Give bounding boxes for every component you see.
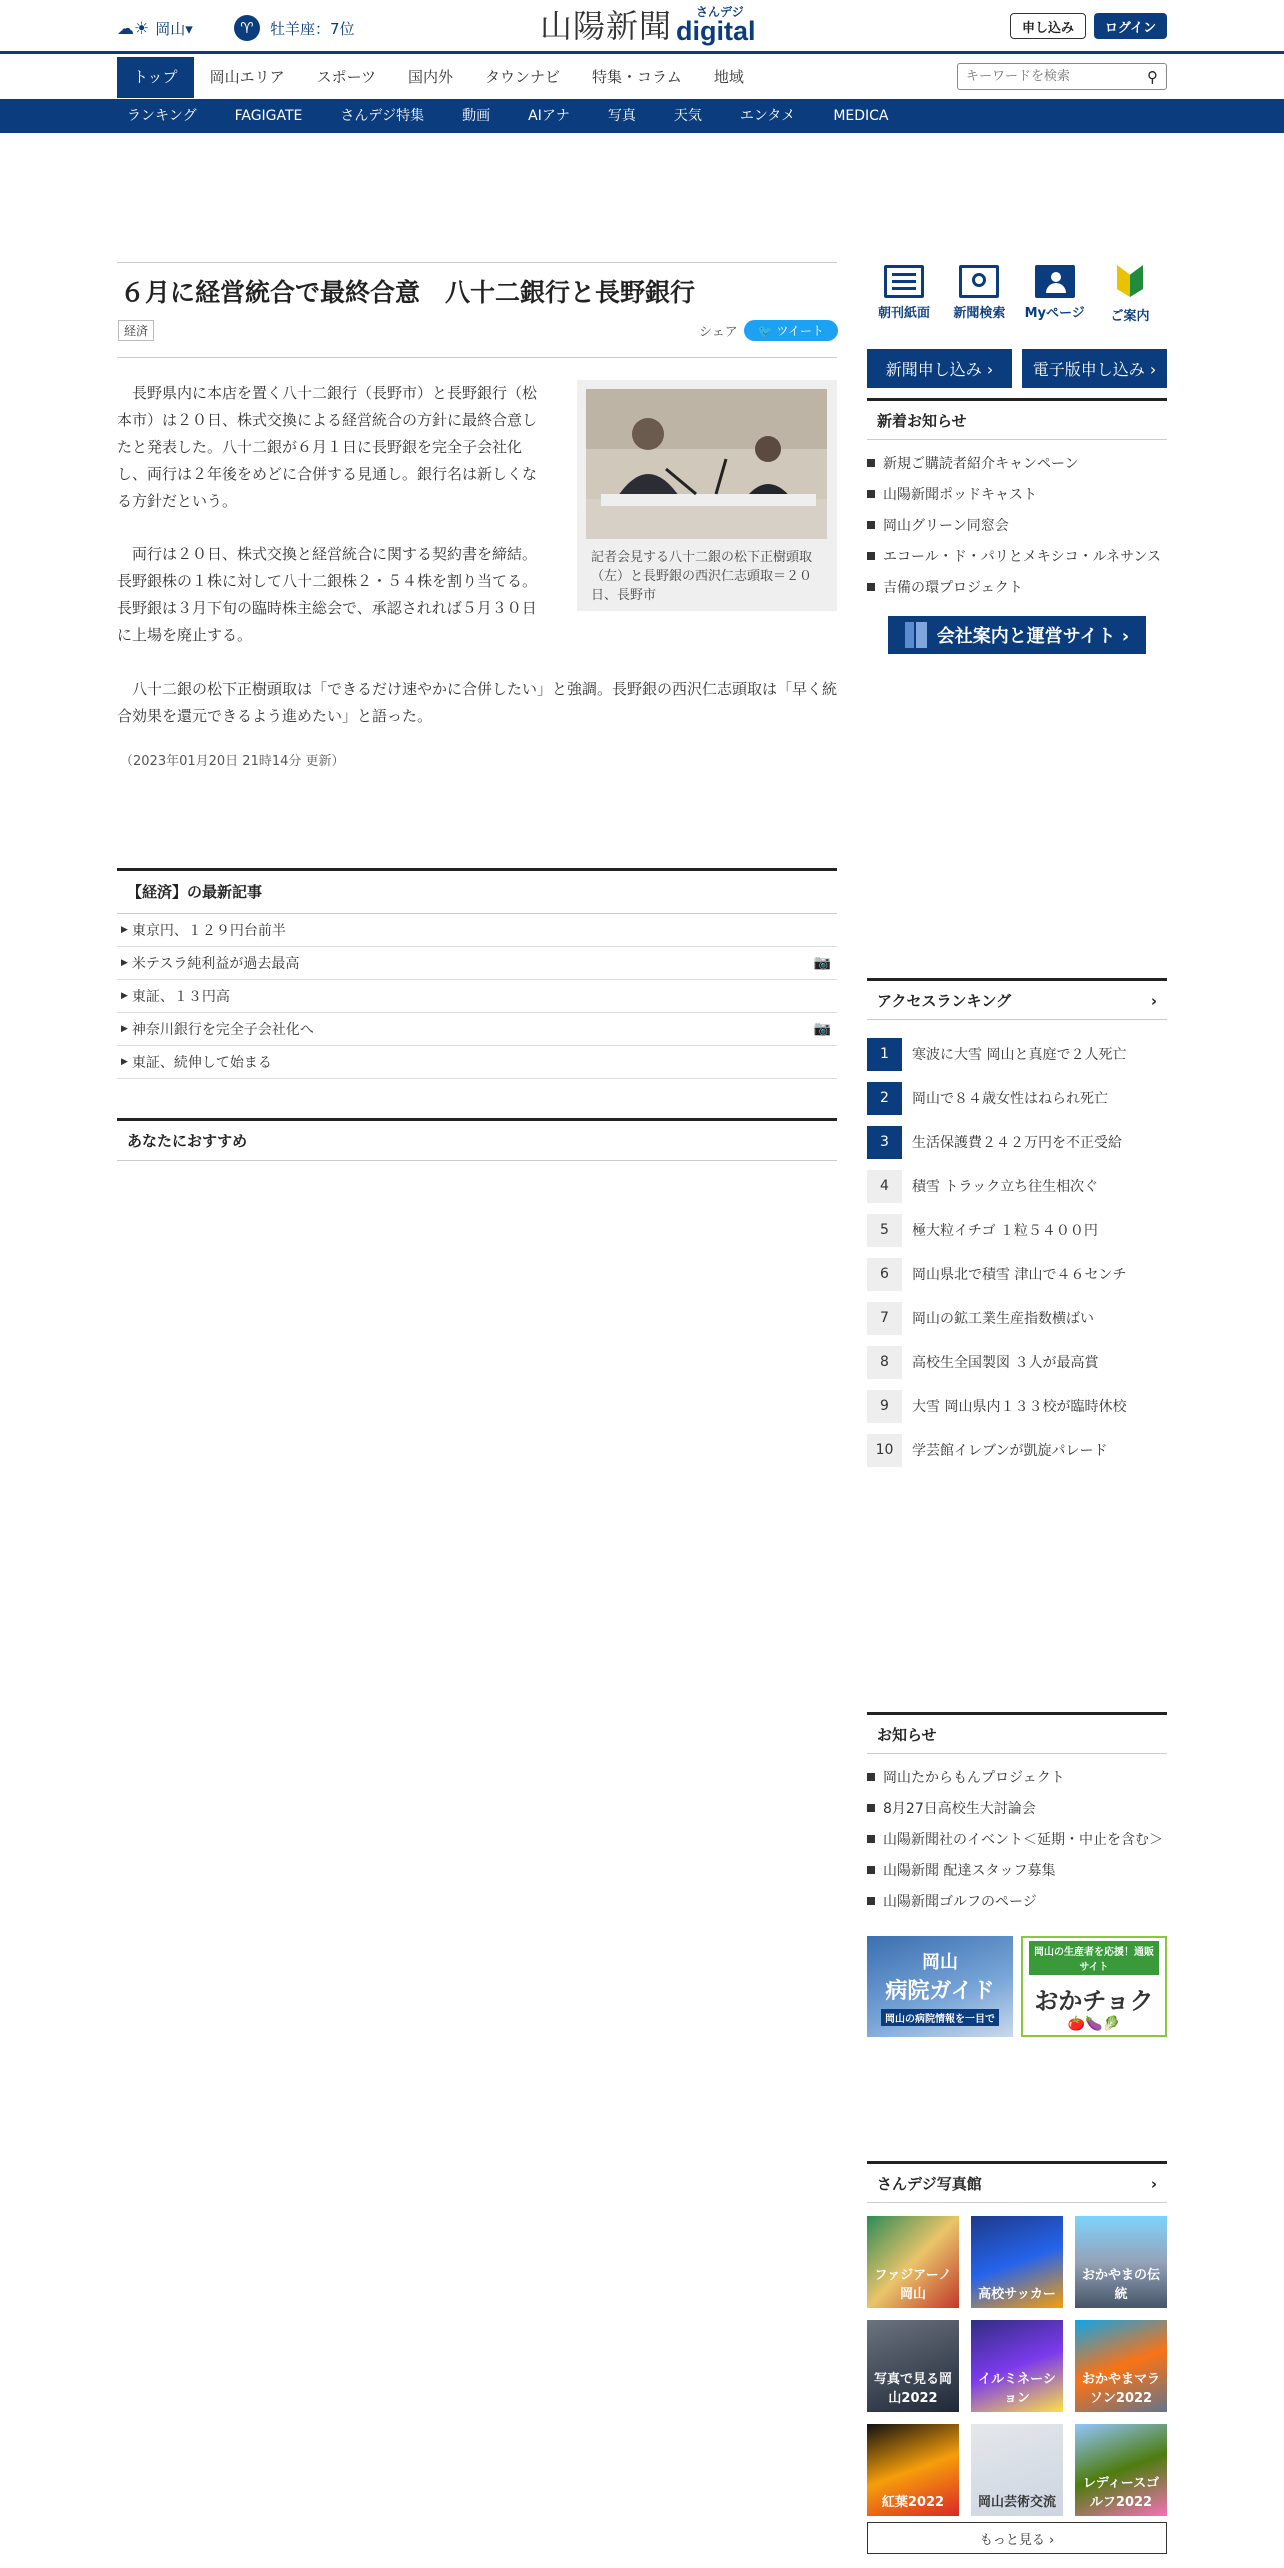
notice-heading-text: お知らせ: [877, 1726, 937, 1744]
nav2-entertainment[interactable]: エンタメ: [739, 108, 796, 124]
list-item[interactable]: [117, 1046, 837, 1079]
square-bullet-icon: [867, 459, 875, 467]
banner-sub-text: 岡山の病院情報を一目で: [881, 2009, 999, 2026]
ranking-item[interactable]: [867, 1252, 1167, 1296]
photo-tile[interactable]: ファジアーノ岡山: [867, 2216, 959, 2308]
rank-number: 3: [867, 1126, 902, 1159]
horoscope-widget[interactable]: [234, 15, 355, 41]
apply-button[interactable]: 申し込み: [1010, 13, 1086, 39]
list-item[interactable]: [117, 947, 837, 980]
nav-top[interactable]: トップ: [117, 57, 194, 98]
photo-heading[interactable]: [867, 2161, 1167, 2203]
caret-right-icon: ▶: [121, 1057, 128, 1067]
photo-heading-text: さんデジ写真館: [877, 2175, 982, 2193]
news-heading: [867, 398, 1167, 440]
list-item-text[interactable]: 山陽新聞ポッドキャスト: [883, 486, 1037, 503]
more-photos-button[interactable]: もっと見る ›: [867, 2522, 1167, 2554]
banner-top-text: 岡山: [922, 1951, 958, 1973]
ranking-text[interactable]: 積雪 トラック立ち往生相次ぐ: [912, 1179, 1099, 1195]
nav2-weather[interactable]: 天気: [673, 108, 702, 124]
ranking-text[interactable]: 大雪 岡山県内１３３校が臨時休校: [912, 1399, 1127, 1415]
list-item[interactable]: [867, 1885, 1167, 1916]
list-item[interactable]: [867, 571, 1167, 602]
list-item[interactable]: [867, 447, 1167, 478]
nav2-photo[interactable]: 写真: [607, 108, 636, 124]
tweet-label: ツイート: [776, 324, 824, 338]
caret-right-icon: ▶: [121, 1024, 128, 1034]
search-box[interactable]: [957, 63, 1167, 90]
nav-sports[interactable]: スポーツ: [316, 68, 376, 86]
ranking-item[interactable]: [867, 1428, 1167, 1472]
mypage-link[interactable]: [1024, 265, 1086, 324]
photo-tile[interactable]: 高校サッカー: [971, 2216, 1063, 2308]
article-top-rule: [117, 262, 837, 263]
service-icons: [867, 265, 1167, 324]
logo-digital-text: digital: [676, 16, 756, 46]
square-bullet-icon: [867, 583, 875, 591]
press-conference-image: [586, 389, 827, 539]
building-icon: [905, 622, 927, 648]
ranking-item[interactable]: [867, 1164, 1167, 1208]
photo-tile[interactable]: 紅葉2022: [867, 2424, 959, 2516]
list-item[interactable]: [867, 1823, 1167, 1854]
list-item-text[interactable]: 山陽新聞ゴルフのページ: [883, 1893, 1037, 1910]
caret-right-icon: ▶: [121, 925, 128, 935]
list-item[interactable]: [867, 478, 1167, 509]
ranking-item[interactable]: [867, 1384, 1167, 1428]
okachoku-banner[interactable]: [1021, 1936, 1167, 2037]
camera-icon: 📷: [813, 955, 831, 971]
latest-articles: [117, 868, 837, 1079]
camera-icon: 📷: [813, 1021, 831, 1037]
notice-box: [867, 1712, 1167, 1916]
article-photo-box[interactable]: [577, 380, 837, 611]
nav-region[interactable]: 地域: [713, 68, 744, 86]
list-item[interactable]: [867, 1854, 1167, 1885]
list-item-text[interactable]: 東証、１３円高: [131, 989, 230, 1005]
monitor-search-icon: [959, 265, 999, 298]
icon-label: 新聞検索: [953, 306, 1006, 321]
nav-domestic-intl[interactable]: 国内外: [407, 68, 453, 86]
aries-icon: ♈: [234, 15, 260, 41]
rank-number: 7: [867, 1302, 902, 1335]
nav2-ranking[interactable]: ランキング: [127, 108, 197, 124]
ranking-text[interactable]: 岡山県北で積雪 津山で４６センチ: [912, 1267, 1127, 1283]
rank-number: 10: [867, 1434, 902, 1467]
photo-caption: 記者会見する八十二銀の松下正樹頭取（左）と長野銀の西沢仁志頭取＝２０日、長野市: [591, 550, 813, 603]
square-bullet-icon: [867, 552, 875, 560]
news-heading-text: 新着お知らせ: [877, 412, 967, 430]
ranking-item[interactable]: [867, 1296, 1167, 1340]
list-item[interactable]: [117, 914, 837, 947]
vegetables-icon: 🍅🍆🥬: [1067, 2016, 1121, 2032]
search-icon[interactable]: ⚲: [1147, 67, 1158, 86]
cloud-sun-icon: ☁☀: [117, 18, 150, 39]
news-list: [867, 440, 1167, 602]
secondary-nav: [0, 99, 1284, 133]
rank-number: 6: [867, 1258, 902, 1291]
company-banner-label: 会社案内と運営サイト ›: [936, 626, 1130, 647]
list-item-text[interactable]: 岡山たからもんプロジェクト: [883, 1769, 1065, 1786]
ranking-item[interactable]: [867, 1032, 1167, 1076]
nav2-medica[interactable]: MEDICA: [833, 108, 889, 124]
list-item[interactable]: [867, 1761, 1167, 1792]
list-item-text[interactable]: エコール・ド・パリとメキシコ・ルネサンス: [883, 548, 1162, 565]
morning-paper-link[interactable]: [873, 265, 935, 324]
ranking-text[interactable]: 岡山の鉱工業生産指数横ばい: [912, 1311, 1094, 1327]
guide-link[interactable]: [1099, 265, 1161, 324]
ranking-text[interactable]: 生活保護費２４２万円を不正受給: [912, 1135, 1122, 1151]
square-bullet-icon: [867, 490, 875, 498]
list-item-text[interactable]: 新規ご購読者紹介キャンペーン: [883, 455, 1079, 472]
chevron-right-icon: ›: [1150, 992, 1157, 1010]
latest-heading: 【経済】の最新記事: [117, 871, 837, 914]
ranking-heading[interactable]: [867, 978, 1167, 1020]
ranking-item[interactable]: [867, 1208, 1167, 1252]
article-paragraph-1: 長野県内に本店を置く八十二銀行（長野市）と長野銀行（松本市）は２０日、株式交換による経営統合の方針に最終合意したと発表した。八十二銀が６月１日に長野銀を完全子会社化し、両行は２年後をめどに合併する見通し。銀行名は新しくなる方針だという。: [117, 384, 538, 510]
rank-number: 4: [867, 1170, 902, 1203]
ranking-list: [867, 1032, 1167, 1472]
beginner-mark-icon: [1117, 265, 1143, 301]
photo-tile[interactable]: 岡山芸術交流: [971, 2424, 1063, 2516]
notice-heading: [867, 1712, 1167, 1754]
user-photo-icon: [1035, 265, 1075, 298]
rank-number: 8: [867, 1346, 902, 1379]
notice-list: [867, 1754, 1167, 1916]
updated-timestamp: （2023年01月20日 21時14分 更新）: [120, 754, 345, 769]
caret-right-icon: ▶: [121, 958, 128, 968]
nav2-sandeji-features[interactable]: さんデジ特集: [340, 108, 425, 124]
nav2-fagigate[interactable]: FAGIGATE: [234, 108, 303, 124]
list-item-text[interactable]: 東京円、１２９円台前半: [131, 923, 286, 939]
logo-text: 山陽新聞: [540, 7, 673, 45]
news-box: [867, 398, 1167, 602]
photo-tile[interactable]: 写真で見る岡山2022: [867, 2320, 959, 2412]
nav-features[interactable]: 特集・コラム: [592, 68, 682, 86]
login-button[interactable]: ログイン: [1094, 13, 1167, 39]
ranking-text[interactable]: 高校生全国製図 ３人が最高賞: [912, 1355, 1099, 1371]
company-banner[interactable]: [888, 616, 1146, 654]
photo-tile[interactable]: おかやまマラソン2022: [1075, 2320, 1167, 2412]
list-item-text[interactable]: 吉備の環プロジェクト: [883, 579, 1023, 596]
list-item-text[interactable]: 東証、続伸して始まる: [131, 1055, 272, 1071]
ranking-box: [867, 978, 1167, 1020]
list-item-text[interactable]: 8月27日高校生大討論会: [883, 1800, 1036, 1817]
square-bullet-icon: [867, 521, 875, 529]
newspaper-search-link[interactable]: [948, 265, 1010, 324]
list-item-text[interactable]: 米テスラ純利益が過去最高: [131, 956, 300, 972]
article-paragraph-2: 両行は２０日、株式交換と経営統合に関する契約書を締結。長野銀株の１株に対して八十二銀株２・５４株を割り当てる。長野銀は３月下旬の臨時株主総会で、承認されれば５月３０日に上場を廃止する。: [117, 545, 538, 644]
rank-number: 1: [867, 1038, 902, 1071]
banner-title: おかチョク: [1034, 1987, 1154, 2015]
photo-gallery: [867, 2161, 1167, 2203]
tweet-button[interactable]: [744, 320, 838, 341]
category-tag[interactable]: 経済: [118, 320, 154, 341]
ranking-text[interactable]: 極大粒イチゴ １粒５４００円: [912, 1223, 1098, 1239]
ranking-item[interactable]: [867, 1340, 1167, 1384]
article-paragraph-3: 八十二銀の松下正樹頭取は「できるだけ速やかに合併したい」と強調。長野銀の西沢仁志頭取は「早く統合効果を還元できるよう進めたい」と語った。: [117, 680, 838, 725]
nav-townnavi[interactable]: タウンナビ: [485, 68, 561, 86]
square-bullet-icon: [867, 1804, 875, 1812]
list-item-text[interactable]: 神奈川銀行を完全子会社化へ: [131, 1022, 314, 1038]
icon-label: 朝刊紙面: [877, 306, 930, 321]
rank-number: 5: [867, 1214, 902, 1247]
ranking-text[interactable]: 学芸館イレブンが凱旋パレード: [912, 1443, 1108, 1459]
logo-digital: [676, 6, 756, 45]
nav2-ai-ana[interactable]: AIアナ: [528, 108, 570, 124]
newspaper-subscribe-button[interactable]: 新聞申し込み ›: [867, 349, 1012, 388]
logo-sub-text: さんデジ: [696, 5, 744, 19]
list-item-text[interactable]: 岡山グリーン同窓会: [883, 517, 1009, 534]
icon-label: Myページ: [1024, 306, 1085, 321]
weather-location[interactable]: 岡山▾: [155, 20, 193, 38]
photo-grid: [867, 2216, 1167, 2516]
article-title: ６月に経営統合で最終合意 八十二銀行と長野銀行: [120, 278, 696, 307]
ranking-text[interactable]: 寒波に大雪 岡山と真庭で２人死亡: [912, 1047, 1127, 1063]
article-divider: [117, 357, 837, 358]
recommend-heading: あなたにおすすめ: [117, 1118, 837, 1161]
horoscope-rank[interactable]: 牡羊座：7位: [270, 19, 355, 38]
square-bullet-icon: [867, 1773, 875, 1781]
photo-tile[interactable]: おかやまの伝統: [1075, 2216, 1167, 2308]
weather-widget[interactable]: [117, 18, 193, 39]
list-item-text[interactable]: 山陽新聞 配達スタッフ募集: [883, 1862, 1056, 1879]
list-item[interactable]: [117, 1013, 837, 1046]
chevron-right-icon: ›: [1150, 2175, 1157, 2193]
list-item[interactable]: [867, 540, 1167, 571]
ranking-text[interactable]: 岡山で８４歳女性はねられ死亡: [912, 1091, 1108, 1107]
article-photo[interactable]: [586, 389, 827, 539]
icon-label: ご案内: [1110, 309, 1150, 324]
site-logo[interactable]: [540, 6, 756, 45]
nav-okayama-area[interactable]: 岡山エリア: [209, 68, 285, 86]
nav2-video[interactable]: 動画: [462, 108, 491, 124]
search-input[interactable]: [966, 69, 1136, 84]
ranking-item[interactable]: [867, 1076, 1167, 1120]
list-item[interactable]: [117, 980, 837, 1013]
caret-right-icon: ▶: [121, 991, 128, 1001]
square-bullet-icon: [867, 1866, 875, 1874]
ranking-item[interactable]: [867, 1120, 1167, 1164]
square-bullet-icon: [867, 1835, 875, 1843]
share-label: シェア: [699, 325, 738, 340]
banner-top-text: 岡山の生産者を応援！通販サイト: [1029, 1941, 1159, 1975]
twitter-icon: 🐦: [757, 324, 773, 338]
rank-number: 2: [867, 1082, 902, 1115]
photo-tile[interactable]: レディースゴルフ2022: [1075, 2424, 1167, 2516]
square-bullet-icon: [867, 1897, 875, 1905]
digital-subscribe-button[interactable]: 電子版申し込み ›: [1022, 349, 1167, 388]
hospital-guide-banner[interactable]: [867, 1936, 1013, 2037]
share-bar: [699, 320, 838, 341]
ranking-heading-text: アクセスランキング: [877, 992, 1012, 1010]
list-item[interactable]: [867, 509, 1167, 540]
newspaper-icon: [884, 265, 924, 298]
list-item-text[interactable]: 山陽新聞社のイベント＜延期・中止を含む＞: [883, 1831, 1163, 1848]
rank-number: 9: [867, 1390, 902, 1423]
photo-tile[interactable]: イルミネーション: [971, 2320, 1063, 2412]
banner-title: 病院ガイド: [885, 1978, 995, 2004]
list-item[interactable]: [867, 1792, 1167, 1823]
